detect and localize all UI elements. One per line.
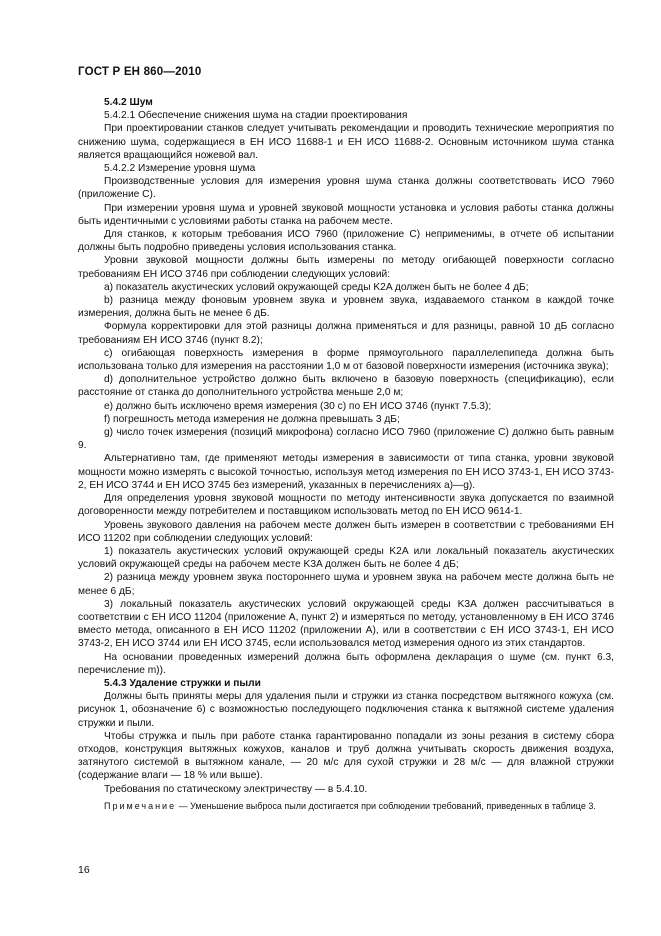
list-item: e) должно быть исключено время измерения (30 с) по ЕН ИСО 3746 (пункт 7.5.3); <box>104 400 492 412</box>
page-number: 16 <box>78 864 90 876</box>
paragraph: Для определения уровня звуковой мощности по методу интенсивности звука допускается по взаимной договоренности между потребителем и поставщиком использовать метод по ЕН ИСО 9614-1. <box>78 493 614 518</box>
document-header: ГОСТ Р ЕН 860—2010 <box>78 66 202 78</box>
paragraph: Должны быть приняты меры для удаления пыли и стружки из станка посредством вытяжного кожуха (см. рисунок 1, обозначение 6) с возможностью последующего подключения станка к вытяжной системе удаления стружки и пыли. <box>78 691 614 729</box>
list-item: a) показатель акустических условий окружающей среды K2A должен быть не более 4 дБ; <box>104 281 529 293</box>
paragraph: При измерении уровня шума и уровней звуковой мощности установка и условия работы станка должны быть идентичными с условиями работы станка на рабочем месте. <box>78 202 614 227</box>
paragraph: На основании проведенных измерений должна быть оформлена декларация о шуме (см. пункт 6.3, перечисление m)). <box>78 651 614 676</box>
section-heading-noise: 5.4.2 Шум <box>104 97 153 108</box>
subsection-heading: 5.4.2.1 Обеспечение снижения шума на стадии проектирования <box>104 110 408 122</box>
note-text: — Уменьшение выброса пыли достигается при соблюдении требований, приведенных в таблице 3. <box>178 800 596 811</box>
paragraph: Требования по статическому электричеству — в 5.4.10. <box>104 783 368 795</box>
list-item: c) огибающая поверхность измерения в форме прямоугольного параллелепипеда должна быть использована только для измерения на расстоянии 1,0 м от базовой поверхности измерения (источника звука); <box>78 347 614 373</box>
note-label: Примечание <box>104 800 177 811</box>
paragraph: Для станков, к которым требования ИСО 7960 (приложение С) неприменимы, в отчете об испытании должны быть подробно приведены условия использования станка. <box>78 229 614 254</box>
paragraph: Альтернативно там, где применяют методы измерения в зависимости от типа станка, уровни звуковой мощности можно измерять с высокой точностью, используя метод измерения по ЕН ИСО 3743-1, ЕН ИСО 3743-2, ЕН ИСО 3744 и ЕН ИСО 3745 без измерений, указанных в перечислениях a)—g). <box>78 453 614 491</box>
list-item: 2) разница между уровнем звука постороннего шума и уровнем звука на рабочем месте должна быть не менее 6 дБ; <box>78 572 614 597</box>
paragraph: Уровни звуковой мощности должны быть измерены по методу огибающей поверхности согласно требованиям ЕН ИСО 3746 при соблюдении следующих условий: <box>78 255 614 280</box>
document-body <box>78 96 614 812</box>
list-item: 1) показатель акустических условий окружающей среды K2A или локальный показатель акустических условий окружающей среды на рабочем месте K3A должен быть не более 4 дБ; <box>78 545 614 571</box>
subsection-heading: 5.4.2.2 Измерение уровня шума <box>104 163 256 175</box>
list-item: f) погрешность метода измерения не должна превышать 3 дБ; <box>104 413 400 425</box>
list-item: g) число точек измерения (позиций микрофона) согласно ИСО 7960 (приложение С) должно быть равным 9. <box>78 427 614 452</box>
section-heading-dust: 5.4.3 Удаление стружки и пыли <box>104 677 261 689</box>
paragraph: Формула корректировки для этой разницы должна применяться и для разницы, равной 10 дБ согласно требованиям ЕН ИСО 3746 (пункт 8.2); <box>78 321 614 346</box>
paragraph: При проектировании станков следует учитывать рекомендации и проводить технические мероприятия по снижению шума, содержащиеся в ЕН ИСО 11688-1 и ЕН ИСО 11688-2. Основным источником шума станка является вращающийся ножевой вал. <box>78 123 614 161</box>
paragraph: Уровень звукового давления на рабочем месте должен быть измерен в соответствии с требованиями ЕН ИСО 11202 при соблюдении следующих условий: <box>78 519 614 544</box>
note <box>78 800 614 812</box>
paragraph: Производственные условия для измерения уровня шума станка должны соответствовать ИСО 7960 (приложение С). <box>78 176 614 201</box>
list-item: 3) локальный показатель акустических условий окружающей среды K3A должен рассчитываться в соответствии с ЕН ИСО 11204 (приложение А, пункт 2) и измеряться по методу, установленному в ЕН ИСО 3746 вместо метода, описанного в ЕН ИСО 11202 (приложении А), или в соответствии с ЕН ИСО 3743-1, ЕН ИСО 3743-2, ЕН ИСО 3744 или ЕН ИСО 3745, если использовался метод измерения одного из этих стандартов. <box>78 598 614 650</box>
list-item: d) дополнительное устройство должно быть включено в базовую поверхность (спецификацию), если расстояние от станка до дополнительного устройства меньше 2,0 м; <box>78 374 614 399</box>
list-item: b) разница между фоновым уровнем звука и уровнем звука, издаваемого станком в каждой точке измерения, должна быть не менее 6 дБ. <box>78 295 614 320</box>
paragraph: Чтобы стружка и пыль при работе станка гарантированно попадали из зоны резания в систему сбора отходов, конструкция вытяжных кожухов, каналов и труб должна учитывать скорость движения воздуха, затянутого системой в вытяжном канале, — 20 м/с для сухой стружки и 28 м/с — для влажной стружки (содержание влаги — 18 % или выше). <box>78 730 614 782</box>
